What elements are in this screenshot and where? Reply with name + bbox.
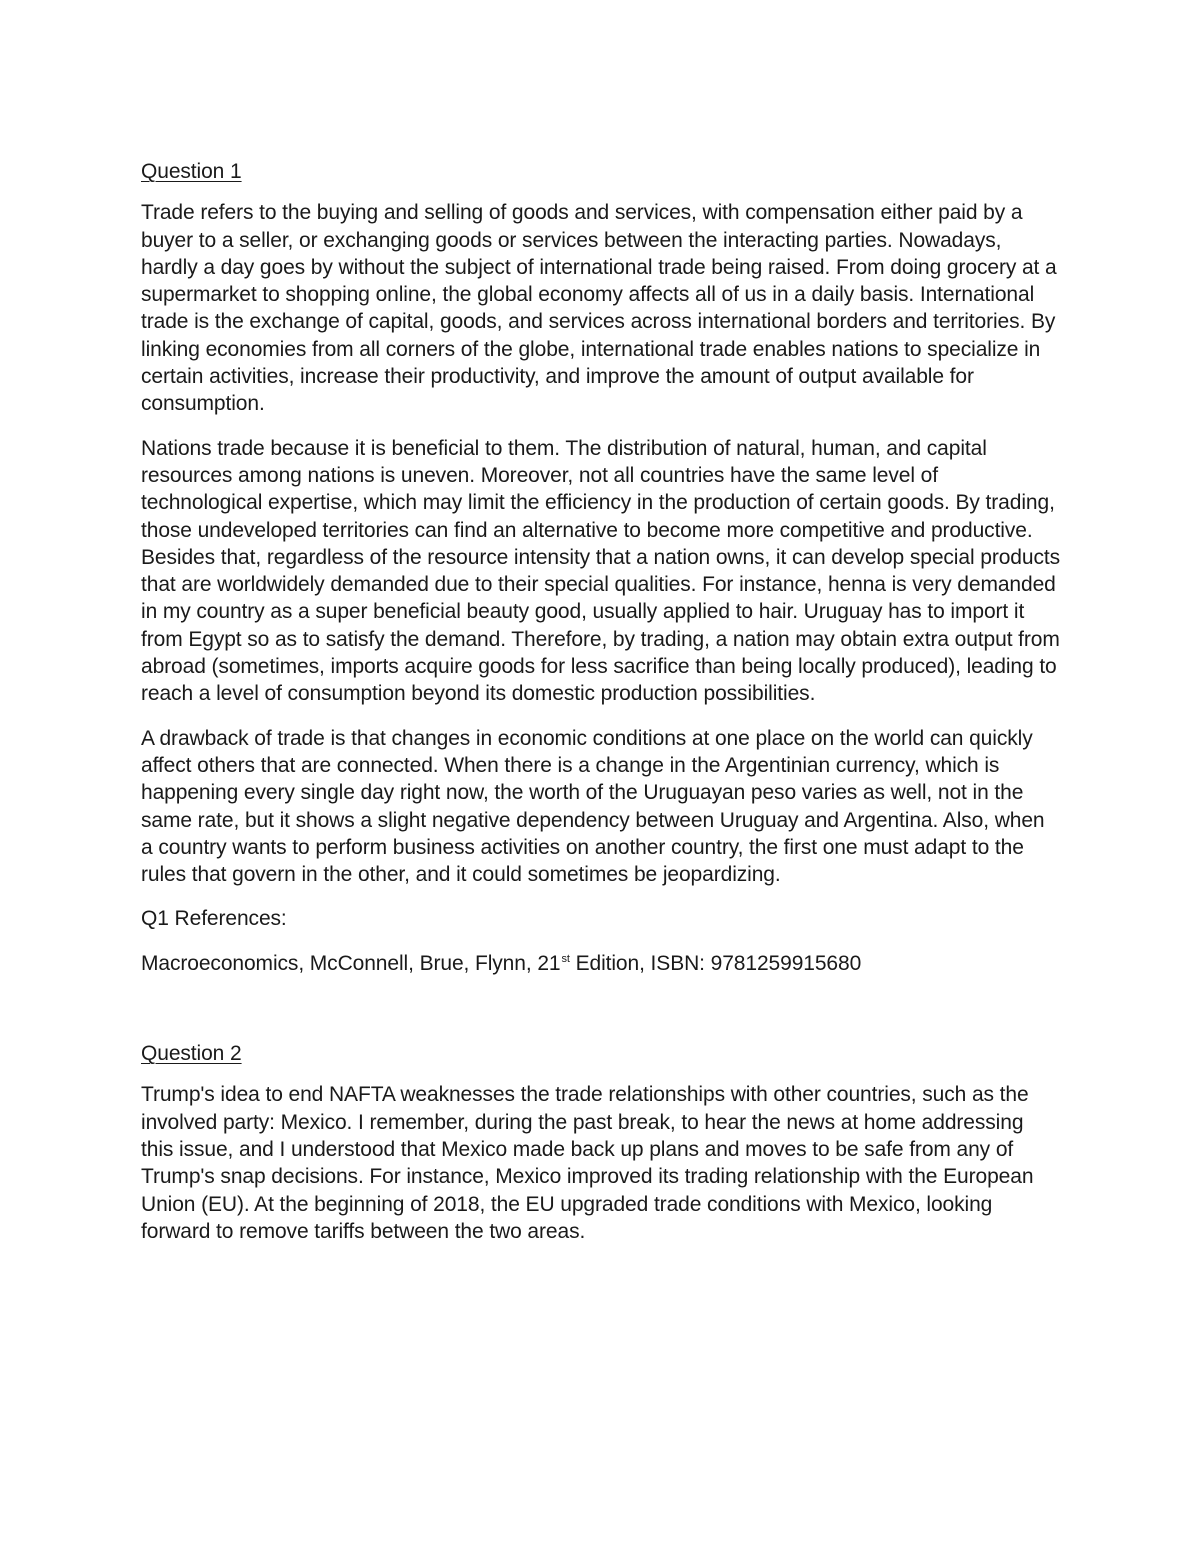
reference-ordinal-suffix: st [561,952,570,965]
q1-references-label: Q1 References: [141,907,287,931]
q1-paragraph-1: Trade refers to the buying and selling of goods and services, with compensation either paid by a buyer to a seller, or exchanging goods or services between the interacting parties. Nowadays, hardly a day goes by without the subject of international trade being raised. From doing grocery at a supermarket to shopping online, the global economy affects all of us in a daily basis. International trade is the exchange of capital, goods, and services across international borders and territories. By linking economies from all corners of the globe, international trade enables nations to specialize in certain activities, increase their productivity, and improve the amount of output available for consumption. [141,201,1057,416]
question-1-heading: Question 1 [141,160,242,183]
q1-reference-entry [141,950,1061,977]
q1-paragraph-3: A drawback of trade is that changes in economic conditions at one place on the world can quickly affect others that are connected. When there is a change in the Argentinian currency, which is happening every single day right now, the worth of the Uruguayan peso varies as well, not in the same rate, but it shows a slight negative dependency between Uruguay and Argentina. Also, when a country wants to perform business activities on another country, the first one must adapt to the rules that govern in the other, and it could sometimes be jeopardizing. [141,726,1045,887]
question-2-heading: Question 2 [141,1042,242,1066]
reference-text-after: Edition, ISBN: 9781259915680 [569,951,862,975]
q1-paragraph-2: Nations trade because it is beneficial to them. The distribution of natural, human, and capital resources among nations is uneven. Moreover, not all countries have the same level of technological expertise, which may limit the efficiency in the production of certain goods. By trading, those undeveloped territories can find an alternative to become more competitive and productive. Besides that, regardless of the resource intensity that a nation owns, it can develop special products that are worldwidely demanded due to their special qualities. For instance, henna is very demanded in my country as a super beneficial beauty good, usually applied to hair. Uruguay has to import it from Egypt so as to satisfy the demand. Therefore, by trading, a nation may obtain extra output from abroad (sometimes, imports acquire goods for less sacrifice than being locally produced), leading to reach a level of consumption beyond its domestic production possibilities. [141,436,1060,706]
q2-paragraph-1: Trump's idea to end NAFTA weaknesses the trade relationships with other countries, such as the involved party: Mexico. I remember, during the past break, to hear the news at home addressing this issue, and I understood that Mexico made back up plans and moves to be safe from any of Trump's snap decisions. For instance, Mexico improved its trading relationship with the European Union (EU). At the beginning of 2018, the EU upgraded trade conditions with Mexico, looking forward to remove tariffs between the two areas. [141,1083,1034,1243]
reference-text-before: Macroeconomics, McConnell, Brue, Flynn, 21 [141,951,561,975]
document-page [141,158,1061,1262]
